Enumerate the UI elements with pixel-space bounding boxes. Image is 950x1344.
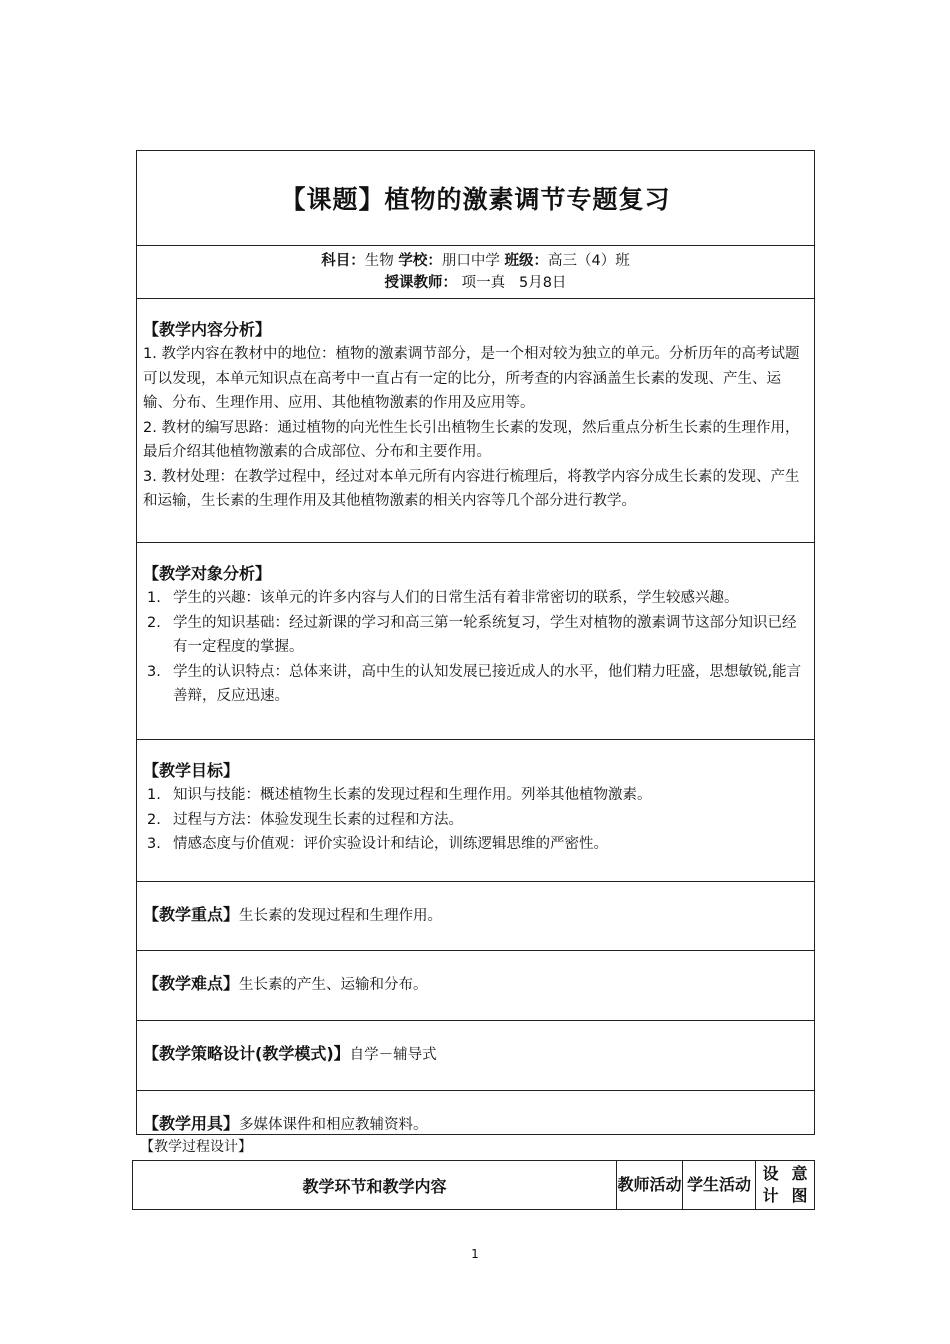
content-analysis-heading: 【教学内容分析】 xyxy=(143,320,272,339)
school-label: 学校： xyxy=(398,253,442,269)
info-line-1 xyxy=(137,250,814,272)
content-analysis-section xyxy=(136,298,815,542)
list-item xyxy=(143,586,808,611)
teacher-label: 授课教师： xyxy=(384,275,458,291)
list-item xyxy=(143,783,808,808)
object-analysis-list xyxy=(143,586,808,709)
list-text: 学生的认识特点：总体来讲，高中生的认知发展已接近成人的水平，他们精力旺盛，思想敏锐,能言善辩，反应迅速。 xyxy=(173,663,802,704)
content-analysis-paragraph: 1. 教学内容在教材中的地位：植物的激素调节部分，是一个相对较为独立的单元。分析历年的高考试题可以发现，本单元知识点在高考中一直占有一定的比分，所考查的内容涵盖生长素的发现、产生、运输、分布、生理作用、应用、其他植物激素的作用及应用等。 xyxy=(143,346,800,411)
list-item xyxy=(143,808,808,833)
list-number: 3. xyxy=(147,836,161,852)
column-header-content: 教学环节和教学内容 xyxy=(133,1161,617,1209)
strategy-text: 自学－辅导式 xyxy=(349,1047,437,1063)
key-points-section xyxy=(136,881,815,950)
tools-section xyxy=(136,1090,815,1135)
strategy-heading: 【教学策略设计(教学模式)】 xyxy=(143,1044,350,1063)
key-points-heading: 【教学重点】 xyxy=(143,905,240,924)
list-text: 学生的兴趣：该单元的许多内容与人们的日常生活有着非常密切的联系，学生较感兴趣。 xyxy=(173,590,739,606)
title-cell xyxy=(136,150,815,245)
object-analysis-heading: 【教学对象分析】 xyxy=(143,564,272,583)
column-header-line: 意图 xyxy=(791,1164,808,1205)
class-label: 班级： xyxy=(504,253,548,269)
process-table-header xyxy=(132,1160,815,1210)
strategy-section xyxy=(136,1020,815,1090)
tools-heading: 【教学用具】 xyxy=(143,1114,240,1133)
goals-heading: 【教学目标】 xyxy=(143,761,240,780)
list-number: 2. xyxy=(147,811,161,828)
list-item xyxy=(143,611,808,660)
column-header-line: 教师 xyxy=(617,1175,650,1194)
teacher-value: 项一真 xyxy=(461,275,506,291)
column-header-student xyxy=(683,1161,756,1209)
difficulties-section xyxy=(136,950,815,1020)
content-analysis-paragraph: 3. 教材处理：在教学过程中，经过对本单元所有内容进行梳理后，将教学内容分成生长素的发现、产生和运输，生长素的生理作用及其他植物激素的相关内容等几个部分进行教学。 xyxy=(143,468,800,509)
subject-label: 科目： xyxy=(321,253,365,269)
column-header-intent xyxy=(756,1161,814,1209)
list-text: 知识与技能：概述植物生长素的发现过程和生理作用。列举其他植物激素。 xyxy=(173,787,652,803)
date-value: 5月8日 xyxy=(518,275,567,291)
info-line-2 xyxy=(137,272,814,294)
column-header-line: 活动 xyxy=(649,1175,682,1194)
goals-list xyxy=(143,783,808,857)
process-label: 【教学过程设计】 xyxy=(140,1139,252,1155)
page-number: 1 xyxy=(471,1247,479,1261)
object-analysis-section xyxy=(136,542,815,739)
difficulties-heading: 【教学难点】 xyxy=(143,974,240,993)
list-item xyxy=(143,832,808,857)
school-value: 朋口中学 xyxy=(441,253,500,269)
subject-value: 生物 xyxy=(364,253,394,269)
content-analysis-paragraph: 2. 教材的编写思路：通过植物的向光性生长引出植物生长素的发现，然后重点分析生长素的生理作用，最后介绍其他植物激素的合成部位、分布和主要作用。 xyxy=(143,419,800,460)
column-header-line: 学生 xyxy=(686,1175,719,1194)
tools-text: 多媒体课件和相应教辅资料。 xyxy=(239,1117,428,1133)
info-cell xyxy=(136,245,815,298)
list-text: 过程与方法：体验发现生长素的过程和方法。 xyxy=(173,811,463,828)
column-header-line: 设计 xyxy=(762,1164,779,1205)
lesson-title: 【课题】植物的激素调节专题复习 xyxy=(280,185,671,214)
column-header-line: 活动 xyxy=(719,1175,752,1194)
class-value: 高三（4）班 xyxy=(547,253,630,269)
list-number: 3. xyxy=(147,663,161,680)
list-number: 1. xyxy=(147,787,161,803)
list-number: 2. xyxy=(147,614,161,631)
list-text: 情感态度与价值观：评价实验设计和结论，训练逻辑思维的严密性。 xyxy=(173,836,608,852)
goals-section xyxy=(136,739,815,881)
list-number: 1. xyxy=(147,590,161,606)
column-header-teacher xyxy=(617,1161,683,1209)
difficulties-text: 生长素的产生、运输和分布。 xyxy=(239,977,428,993)
key-points-text: 生长素的发现过程和生理作用。 xyxy=(239,908,443,924)
list-text: 学生的知识基础：经过新课的学习和高三第一轮系统复习，学生对植物的激素调节这部分知识已经有一定程度的掌握。 xyxy=(173,614,797,655)
list-item xyxy=(143,660,808,709)
